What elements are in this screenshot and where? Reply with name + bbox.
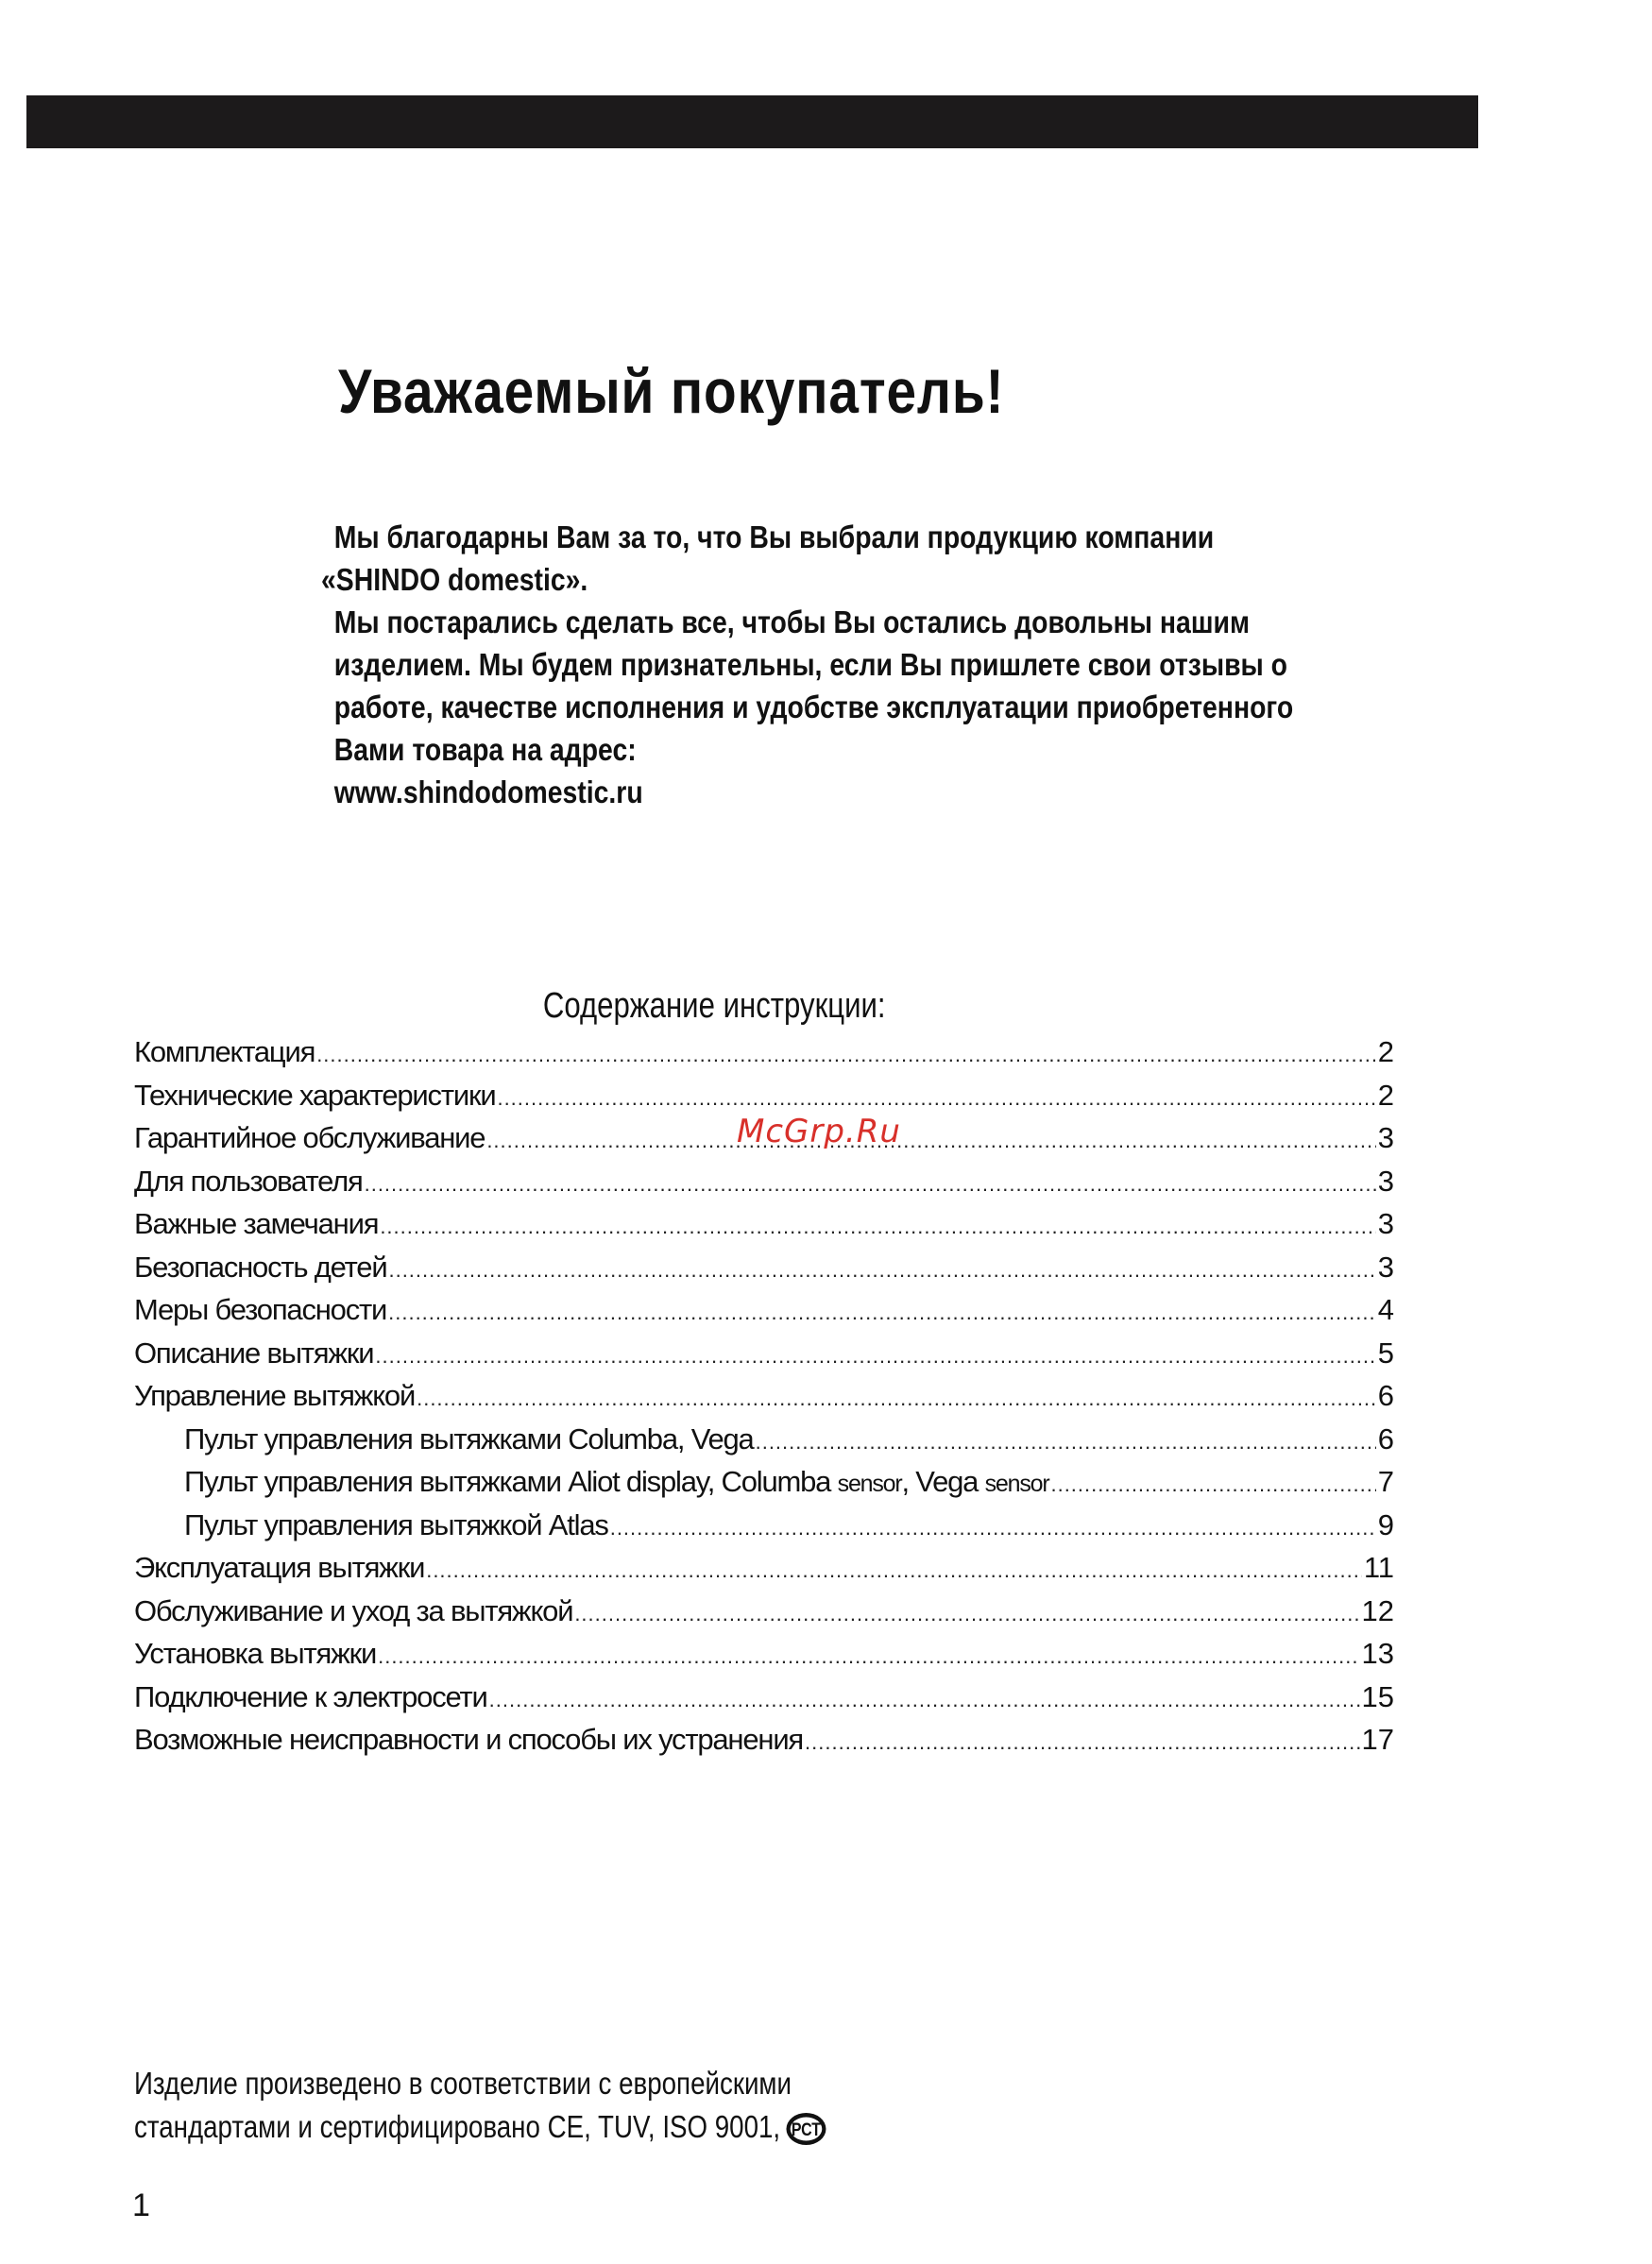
toc-subitem[interactable] <box>134 1504 1394 1547</box>
toc-heading: Содержание инструкции: <box>542 986 886 1026</box>
toc-item-label: Для пользователя <box>134 1164 363 1198</box>
toc-item-label: Управление вытяжкой <box>134 1379 416 1412</box>
toc-item-page: 5 <box>1377 1336 1394 1370</box>
toc-item-page: 2 <box>1377 1078 1394 1112</box>
toc-leader <box>756 1421 1376 1461</box>
toc-item-page: 4 <box>1377 1293 1394 1326</box>
toc-item[interactable] <box>134 1246 1394 1289</box>
toc-item[interactable] <box>134 1160 1394 1203</box>
toc-item-label: Технические характеристики <box>134 1078 496 1112</box>
intro-line: изделием. Мы будем признательны, если Вы пришлете свои отзывы о <box>333 647 1287 682</box>
toc-item[interactable] <box>134 1332 1394 1375</box>
toc-item-label: Обслуживание и уход за вытяжкой <box>134 1593 573 1627</box>
toc-item-page: 3 <box>1377 1164 1394 1198</box>
toc-item-page: 6 <box>1377 1379 1394 1412</box>
page-title: Уважаемый покупатель! <box>338 356 1005 426</box>
toc-item-page: 2 <box>1377 1035 1394 1068</box>
page-number: 1 <box>132 2187 150 2223</box>
toc-item[interactable] <box>134 1590 1394 1633</box>
intro-line: Мы постарались сделать все, чтобы Вы остались довольны нашим <box>333 604 1250 639</box>
toc-leader <box>497 1077 1375 1117</box>
toc-item-page: 13 <box>1361 1637 1394 1670</box>
toc-item-label: Важные замечания <box>134 1207 379 1240</box>
toc-item-label: Пульт управления вытяжкой Atlas <box>184 1507 608 1541</box>
cert-logo-text: РСТ <box>792 2119 822 2140</box>
watermark: McGrp.Ru <box>737 1113 901 1150</box>
intro-text <box>321 516 1398 813</box>
toc-item-label: Пульт управления вытяжками Columba, Vega <box>184 1421 754 1455</box>
toc-item-page: 11 <box>1363 1551 1394 1584</box>
toc-item[interactable] <box>134 1030 1394 1074</box>
certification-note <box>134 2062 960 2149</box>
toc-leader <box>388 1249 1375 1289</box>
toc-item[interactable] <box>134 1546 1394 1590</box>
top-bar <box>26 95 1478 148</box>
toc-item-label: Безопасность детей <box>134 1250 387 1284</box>
toc-leader <box>610 1506 1376 1547</box>
intro-line: Вами товара на адрес: <box>333 732 637 767</box>
toc-item-label: Пульт управления вытяжками Aliot display, Columba sensor, Vega sensor <box>184 1465 1049 1498</box>
toc-leader <box>316 1033 1376 1074</box>
toc-item-page: 17 <box>1361 1723 1394 1756</box>
toc-leader <box>805 1721 1359 1762</box>
website-link[interactable]: www.shindodomestic.ru <box>333 775 643 809</box>
toc-item[interactable] <box>134 1718 1394 1762</box>
toc-item-page: 7 <box>1377 1465 1394 1498</box>
toc-item-label: Меры безопасности <box>134 1293 387 1326</box>
toc-leader <box>486 1119 1375 1160</box>
toc-item[interactable] <box>134 1288 1394 1332</box>
intro-line: работе, качестве исполнения и удобстве эксплуатации приобретенного <box>333 689 1294 724</box>
toc-leader <box>378 1635 1359 1676</box>
toc-item-page: 15 <box>1361 1679 1394 1713</box>
toc-item[interactable] <box>134 1202 1394 1246</box>
toc-leader <box>1050 1463 1375 1504</box>
toc-leader <box>426 1549 1362 1590</box>
toc-item-page: 3 <box>1377 1207 1394 1240</box>
toc-leader <box>417 1377 1376 1418</box>
toc-leader <box>489 1678 1360 1719</box>
toc-item-page: 12 <box>1361 1593 1394 1627</box>
toc-item-label: Возможные неисправности и способы их устранения <box>134 1723 804 1756</box>
toc-item-page: 9 <box>1377 1507 1394 1541</box>
toc-leader <box>365 1163 1376 1203</box>
toc-item-label: Комплектация <box>134 1035 315 1068</box>
certification-line: стандартами и сертифицировано CE, TUV, ISO 9001, РСТ <box>134 2105 828 2149</box>
toc-leader <box>375 1335 1375 1375</box>
toc-item[interactable] <box>134 1074 1394 1117</box>
toc-item[interactable] <box>134 1676 1394 1719</box>
toc-leader <box>574 1592 1359 1633</box>
intro-line: Мы благодарны Вам за то, что Вы выбрали продукцию компании <box>333 519 1215 554</box>
toc-item-label: Описание вытяжки <box>134 1336 374 1370</box>
toc-item-label: Установка вытяжки <box>134 1637 377 1670</box>
toc-leader <box>380 1205 1375 1246</box>
toc-item-label: Эксплуатация вытяжки <box>134 1551 425 1584</box>
toc-item[interactable] <box>134 1374 1394 1418</box>
toc-subitem[interactable] <box>134 1460 1394 1504</box>
toc-item-page: 6 <box>1377 1421 1394 1455</box>
toc-item-page: 3 <box>1377 1250 1394 1284</box>
intro-line: «SHINDO domestic». <box>321 562 588 597</box>
toc-item-label: Гарантийное обслуживание <box>134 1121 485 1154</box>
certification-line: Изделие произведено в соответствии с европейскими <box>134 2066 792 2101</box>
rst-certification-icon <box>785 2110 827 2148</box>
toc-leader <box>388 1291 1376 1332</box>
toc-subitem[interactable] <box>134 1418 1394 1461</box>
toc-item-page: 3 <box>1377 1121 1394 1154</box>
toc-item-label: Подключение к электросети <box>134 1679 487 1713</box>
toc-item[interactable] <box>134 1632 1394 1676</box>
